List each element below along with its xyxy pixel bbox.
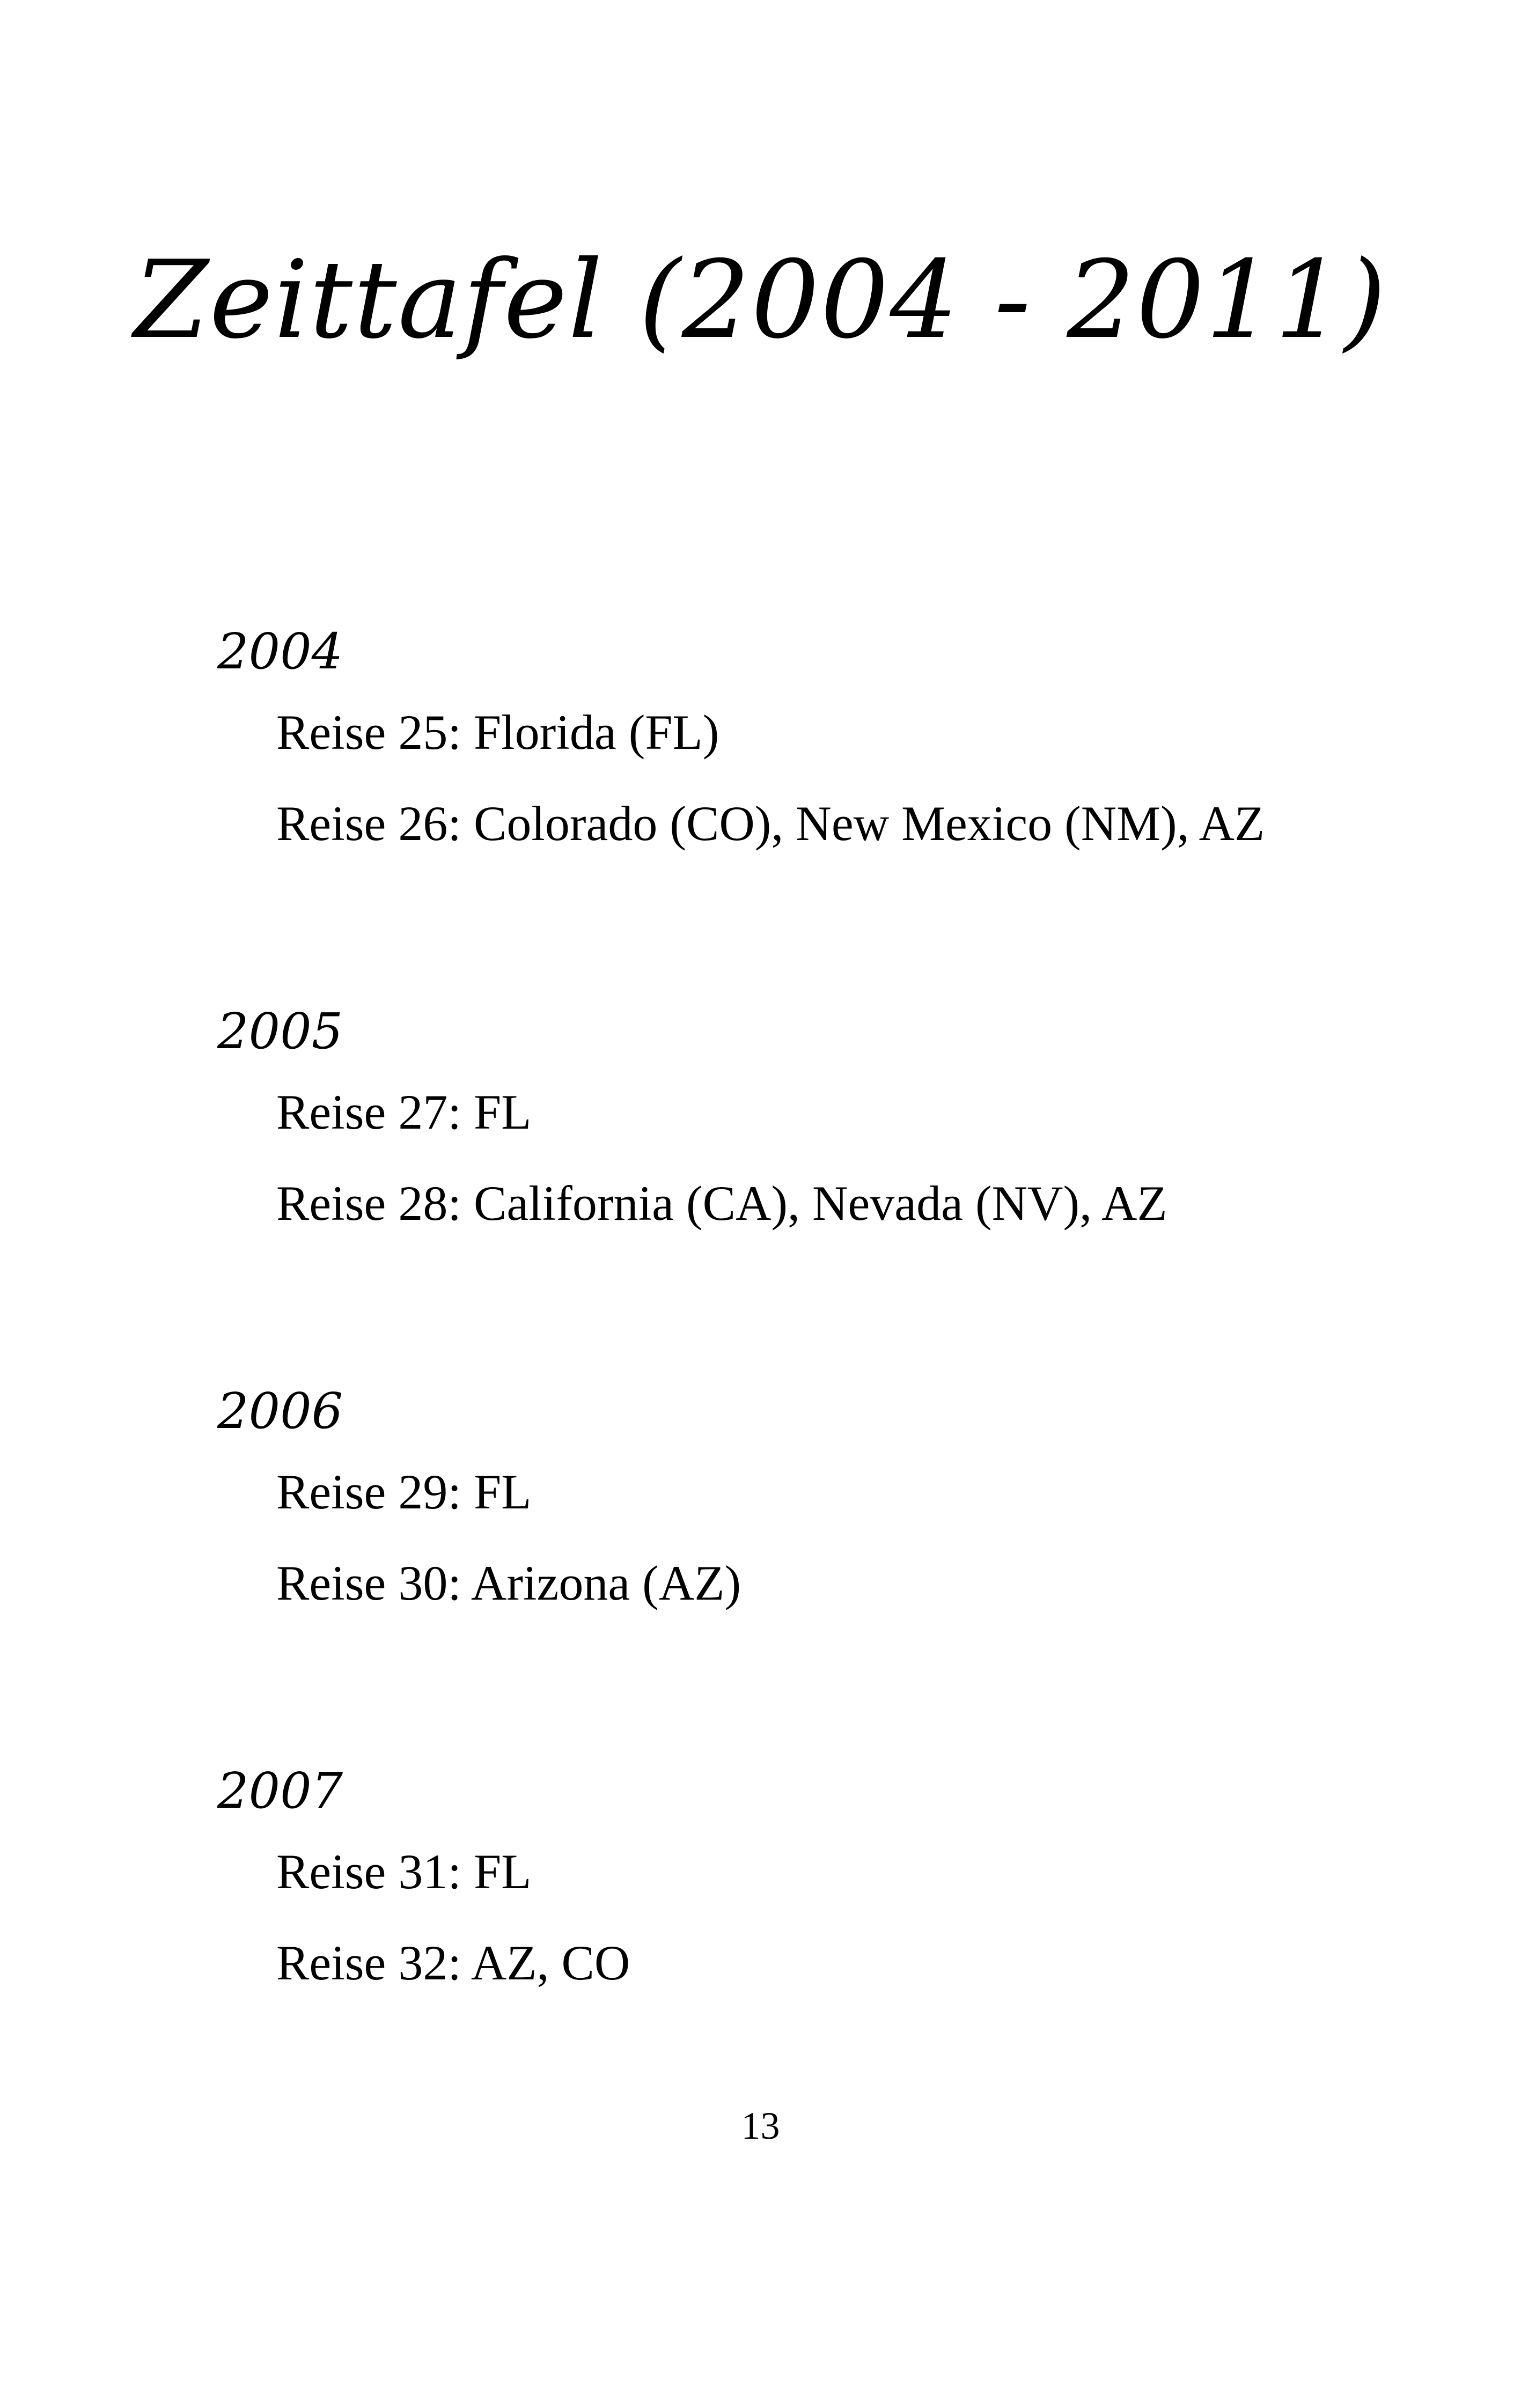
page-number: 13	[741, 2104, 780, 2147]
year-heading: 2007	[217, 1762, 343, 1820]
year-heading: 2004	[217, 623, 343, 680]
year-heading: 2005	[217, 1003, 343, 1060]
trip-entry: Reise 27: FL	[276, 1085, 532, 1139]
page-title: Zeittafel (2004 - 2011)	[134, 238, 1387, 363]
trip-entry: Reise 28: California (CA), Nevada (NV), AZ	[276, 1176, 1167, 1231]
trip-entry: Reise 31: FL	[276, 1844, 532, 1899]
year-heading: 2006	[217, 1382, 343, 1440]
trip-entry: Reise 30: Arizona (AZ)	[276, 1556, 741, 1610]
trip-entry: Reise 32: AZ, CO	[276, 1935, 630, 1990]
trip-entry: Reise 25: Florida (FL)	[276, 705, 719, 760]
trip-entry: Reise 26: Colorado (CO), New Mexico (NM), AZ	[276, 796, 1265, 851]
trip-entry: Reise 29: FL	[276, 1464, 532, 1519]
